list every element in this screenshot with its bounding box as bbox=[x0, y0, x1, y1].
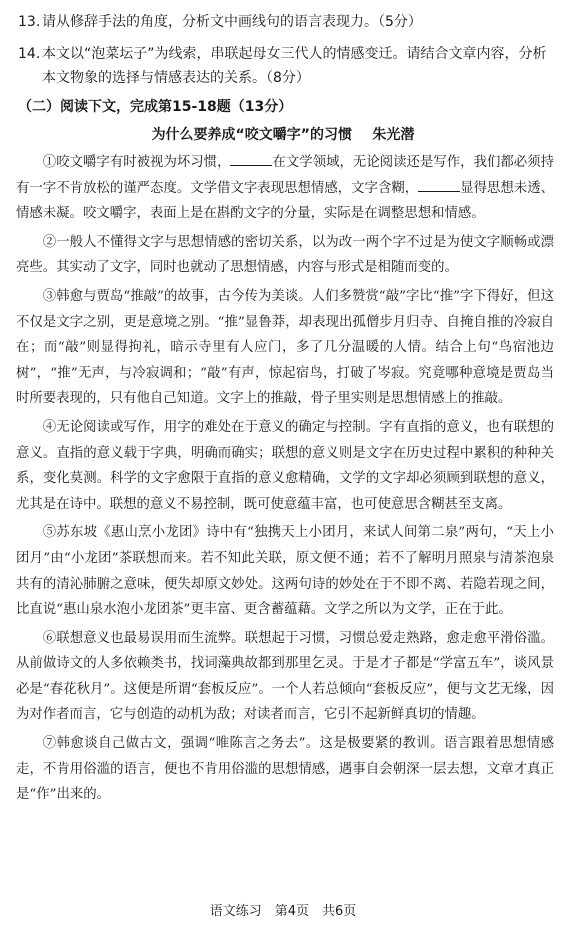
paragraph-1: ①咬文嚼字有时被视为坏习惯， 在文学领域，无论阅读还是写作，我们都必须持有一字不肯放松的谨严态度。文学借文字表现思想情感，文字含糊， 显得思想未透、情感未凝。咬文嚼字，表面上是在斟酌文字的分量，实际是在调整思想和情感。 bbox=[16, 150, 554, 227]
question-14 bbox=[18, 42, 552, 90]
paragraph-7: ⑦韩愈谈自己做古文，强调“唯陈言之务去”。这是极要紧的教训。语言跟着思想情感走，不肯用俗滥的语言，便也不肯用俗滥的思想情感，遇事自会朝深一层去想，文章才真正是“作”出来的。 bbox=[16, 736, 554, 803]
paragraph-4: ④无论阅读或写作，用字的难处在于意义的确定与控制。字有直指的意义，也有联想的意义。直指的意义载于字典，明确而确实；联想的意义则是文字在历史过程中累积的种种关系，变化莫测。科学的文字愈限于直指的意义愈精确，文学的文字却必须顾到联想的意义，尤其是在诗中。联想的意义不易控制，既可使意蕴丰富，也可使意思含糊甚至支离。 bbox=[16, 419, 554, 512]
article-author: 朱光潜 bbox=[372, 127, 415, 143]
question-text: 请从修辞手法的角度，分析文中画线句的语言表现力。（5分） bbox=[42, 14, 422, 30]
question-number: 14. bbox=[18, 46, 41, 62]
page-footer: 语文练习 第4页 共6页 bbox=[209, 904, 357, 919]
question-13 bbox=[18, 10, 552, 34]
article-header bbox=[0, 124, 566, 146]
article-title: 为什么要养成“咬文嚼字”的习惯 bbox=[151, 127, 352, 143]
article-body bbox=[16, 150, 554, 811]
answer-blank-2[interactable] bbox=[418, 178, 460, 192]
answer-blank-1[interactable] bbox=[230, 152, 272, 166]
question-text: 本文以“泡菜坛子”为线索，串联起母女三代人的情感变迁。请结合文章内容，分析本文物象的选择与情感表达的关系。（8分） bbox=[42, 46, 547, 86]
section-heading: （二）阅读下文，完成第15-18题（13分） bbox=[18, 99, 293, 115]
question-number: 13. bbox=[18, 14, 41, 30]
paragraph-2: ②一般人不懂得文字与思想情感的密切关系，以为改一两个字不过是为使文字顺畅或漂亮些。其实动了文字，同时也就动了思想情感，内容与形式是相随而变的。 bbox=[16, 234, 554, 276]
paragraph-3: ③韩愈与贾岛“推敲”的故事，古今传为美谈。人们多赞赏“敲”字比“推”字下得好，但这不仅是文字之别，更是意境之别。“推”显鲁莽，却表现出孤僧步月归寺、自掩自推的冷寂自在；而“敲”则显得拘礼，暗示寺里有人应门，多了几分温暖的人情。结合上句“鸟宿池边树”，“推”无声，与冷寂调和；“敲”有声，惊起宿鸟，打破了岑寂。究竟哪种意境是贾岛当时所要表现的，只有他自己知道。文字上的推敲，骨子里实则是思想情感上的推敲。 bbox=[16, 288, 554, 407]
question-score: （5分） bbox=[378, 14, 422, 30]
question-score: （8分） bbox=[266, 70, 310, 86]
paragraph-5: ⑤苏东坡《惠山烹小龙团》诗中有“独携天上小团月，来试人间第二泉”两句，“天上小团月”由“小龙团”茶联想而来。若不知此关联，原文便不通；若不了解明月照泉与清茶泡泉共有的清沁肺腑之意味，便失却原文妙处。这两句诗的妙处在于不即不离、若隐若现之间，比直说“惠山泉水泡小龙团茶”更丰富、更含蓄蕴藉。文学之所以为文学，正在于此。 bbox=[16, 525, 554, 618]
paragraph-6: ⑥联想意义也最易误用而生流弊。联想起于习惯，习惯总爱走熟路，愈走愈平滑俗滥。从前做诗文的人多依赖类书，找词藻典故都到那里乞灵。于是才子都是“学富五车”，谈风景必是“春花秋月”。这便是所谓“套板反应”。一个人若总倾向“套板反应”，便与文艺无缘，因为对作者而言，它与创造的动机为敌；对读者而言，它引不起新鲜真切的情趣。 bbox=[16, 630, 554, 723]
